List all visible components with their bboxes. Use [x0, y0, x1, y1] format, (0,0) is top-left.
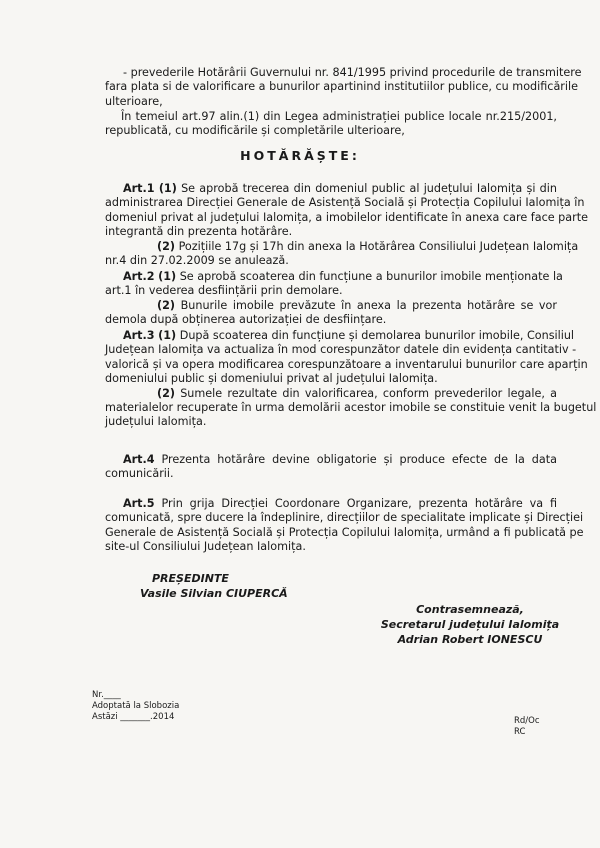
countersign-name: Adrian Robert IONESCU [397, 633, 543, 646]
footer-nr: Nr.____ [92, 690, 121, 700]
text-line: art.1 în vederea desființării prin demolare. [105, 284, 343, 298]
article-label: Art.1 [123, 182, 155, 195]
text-line: Prezenta hotărâre devine obligatorie și produce efecte de la data [161, 453, 557, 466]
text-line: județului Ialomița. [105, 415, 207, 429]
text-line: integrantă din prezenta hotărâre. [105, 225, 293, 239]
text-line: Se aprobă scoaterea din funcțiune a bunurilor imobile menționate la [179, 270, 563, 283]
text-line: Generale de Asistență Socială și Protecția Copilului Ialomița, urmând a fi publicată pe [105, 525, 584, 539]
text-line: După scoaterea din funcțiune și demolarea bunurilor imobile, Consiliul [179, 329, 575, 342]
paragraph-number: (2) [157, 239, 176, 253]
text-line: Sumele rezultate din valorificarea, conform prevederilor legale, a [180, 386, 557, 400]
text-line: comunicării. [105, 467, 174, 481]
text-line: nr.4 din 27.02.2009 se anulează. [105, 254, 289, 268]
countersignature-block [380, 602, 560, 647]
text-line: valorică și va opera modificarea corespunzătoare a inventarului bunurilor care aparțin [105, 357, 588, 371]
article-label: Art.3 [123, 329, 155, 342]
text-line: domeniul privat al județului Ialomița, a imobilelor identificate în anexa care face parte [105, 210, 588, 224]
footer-ref-2: RC [514, 727, 526, 737]
text-line: Se aprobă trecerea din domeniul public al județului Ialomița și din [181, 182, 557, 195]
preamble-paragraph-2 [105, 110, 557, 139]
paragraph-number: (1) [158, 182, 177, 195]
article-2 [105, 270, 563, 328]
text-line: comunicată, spre ducere la îndeplinire, direcțiilor de specialitate implicate și Direcției [105, 511, 584, 525]
text-line: fara plata si de valorificare a bunurilor apartinind institutiilor publice, cu modificările [105, 80, 579, 94]
president-signature-block [140, 571, 288, 601]
preamble-paragraph-1 [105, 66, 582, 109]
text-line: domeniului public și domeniului privat al județului Ialomița. [105, 372, 438, 386]
paragraph-number: (2) [157, 386, 176, 400]
footer-reference [514, 716, 540, 738]
text-line: În temeiul art.97 alin.(1) din Legea administrației publice locale nr.215/2001, [121, 110, 557, 123]
text-line: republicată, cu modificările și completările ulterioare, [105, 124, 405, 138]
text-line: Județean Ialomița va actualiza în mod corespunzător datele din evidența cantitativ - [105, 343, 577, 357]
article-3 [105, 329, 597, 430]
article-1 [105, 182, 588, 268]
countersign-role: Secretarul județului Ialomița [380, 618, 560, 631]
footer-adoption-info [92, 690, 179, 723]
text-line: Bunurile imobile prevăzute în anexa la prezenta hotărâre se vor [180, 298, 557, 312]
footer-ref-1: Rd/Oc [514, 716, 540, 726]
text-line: materialelor recuperate în urma demolării acestor imobile se constituie venit la bugetul [105, 401, 597, 415]
article-label: Art.4 [123, 453, 155, 466]
text-line: Pozițiile 17g și 17h din anexa la Hotărârea Consiliului Județean Ialomița [178, 239, 579, 253]
article-5 [105, 497, 584, 555]
footer-adopted: Adoptată la Slobozia [92, 701, 180, 711]
paragraph-number: (1) [158, 329, 177, 342]
text-line: demola după obținerea autorizației de desființare. [105, 313, 387, 327]
countersign-title: Contrasemnează, [416, 603, 524, 616]
paragraph-number: (1) [158, 270, 177, 283]
paragraph-number: (2) [157, 298, 176, 312]
article-label: Art.2 [123, 270, 155, 283]
article-4 [105, 453, 557, 482]
president-title: PREȘEDINTE [152, 572, 229, 585]
text-line: administrarea Direcției Generale de Asistență Socială și Protecția Copilului Ialomița în [105, 196, 585, 210]
article-label: Art.5 [123, 497, 155, 510]
president-name: Vasile Silvian CIUPERCĂ [140, 587, 288, 600]
footer-today: Astăzi _______.2014 [92, 712, 175, 722]
text-line: site-ul Consiliului Județean Ialomița. [105, 540, 306, 554]
text-line: - prevederile Hotărârii Guvernului nr. 841/1995 privind procedurile de transmitere [123, 66, 582, 79]
decision-heading: HOTĂRĂȘTE: [240, 148, 360, 163]
text-line: ulterioare, [105, 94, 163, 108]
text-line: Prin grija Direcției Coordonare Organizare, prezenta hotărâre va fi [161, 497, 557, 510]
